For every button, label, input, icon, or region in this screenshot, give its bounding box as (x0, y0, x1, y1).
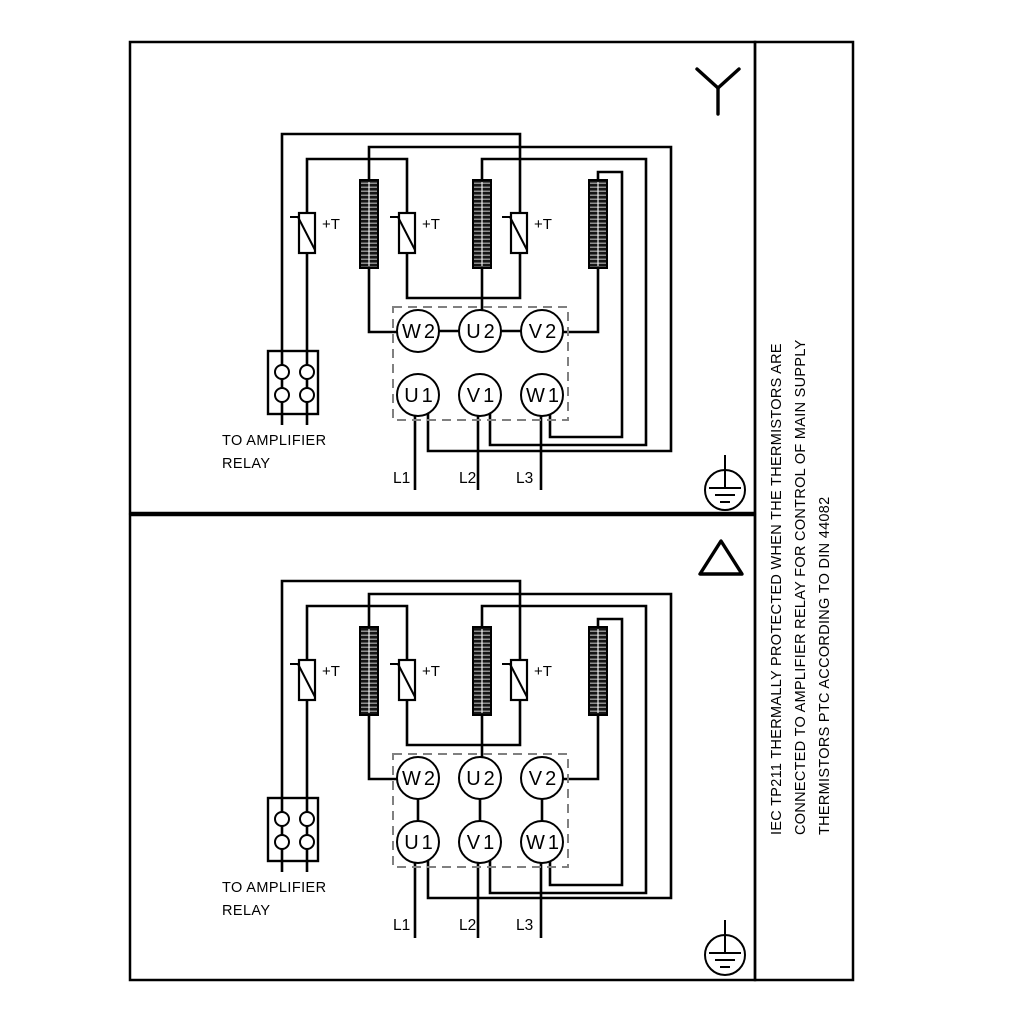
terminal-u2: U2 (466, 768, 498, 790)
motor-winding-icon (360, 627, 607, 715)
note-line: IEC TP211 THERMALLY PROTECTED WHEN THE THERMISTORS ARE (769, 343, 785, 835)
thermistor-label: +T (422, 216, 440, 233)
supply-line-l2: L2 (459, 470, 477, 487)
relay-caption: TO AMPLIFIER (222, 433, 327, 449)
terminal-w2: W2 (402, 768, 438, 790)
terminal-u1: U1 (404, 385, 436, 407)
relay-caption: RELAY (222, 456, 271, 472)
protective-earth-icon (705, 920, 745, 975)
terminal-w1: W1 (526, 385, 562, 407)
terminal-v1: V1 (466, 832, 498, 854)
supply-line-l1: L1 (393, 470, 411, 487)
thermistor-label: +T (422, 663, 440, 680)
thermistor-label: +T (534, 663, 552, 680)
terminal-v1: V1 (466, 385, 498, 407)
terminal-u2: U2 (466, 321, 498, 343)
amplifier-relay-block (268, 798, 318, 861)
supply-line-l1: L1 (393, 917, 411, 934)
terminal-strip (393, 307, 568, 420)
note-sidebar (765, 335, 843, 835)
supply-line-l3: L3 (516, 917, 534, 934)
thermistor-icon (290, 660, 552, 700)
protective-earth-icon (705, 455, 745, 510)
star-panel (130, 42, 755, 513)
star-connection-icon (697, 69, 739, 114)
terminal-v2: V2 (528, 768, 560, 790)
terminal-u1: U1 (404, 832, 436, 854)
terminal-w1: W1 (526, 832, 562, 854)
delta-panel (130, 515, 755, 980)
note-line: CONNECTED TO AMPLIFIER RELAY FOR CONTROL OF MAIN SUPPLY (793, 339, 809, 835)
terminal-w2: W2 (402, 321, 438, 343)
thermistor-label: +T (322, 216, 340, 233)
motor-winding-icon (360, 180, 607, 268)
amplifier-relay-block (268, 351, 318, 414)
supply-line-l3: L3 (516, 470, 534, 487)
relay-caption: RELAY (222, 903, 271, 919)
thermistor-label: +T (322, 663, 340, 680)
relay-caption: TO AMPLIFIER (222, 880, 327, 896)
note-line: THERMISTORS PTC ACCORDING TO DIN 44082 (817, 496, 833, 835)
thermistor-icon (290, 213, 552, 253)
thermistor-label: +T (534, 216, 552, 233)
terminal-v2: V2 (528, 321, 560, 343)
supply-line-l2: L2 (459, 917, 477, 934)
delta-connection-icon (700, 541, 742, 574)
